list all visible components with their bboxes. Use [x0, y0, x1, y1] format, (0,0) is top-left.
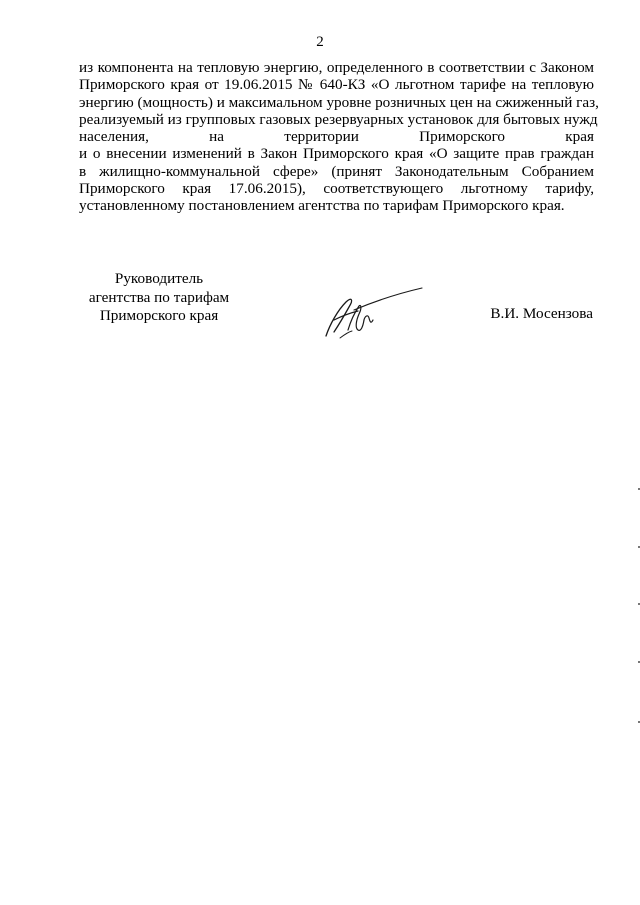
body-line: и о внесении изменений в Закон Приморского края «О защите прав граждан — [79, 145, 594, 163]
signer-title-line: агентства по тарифам — [88, 288, 230, 306]
body-line: энергию (мощность) и максимальном уровне розничных цен на сжиженный газ, — [79, 93, 599, 111]
signer-title-line: Руководитель — [114, 270, 204, 287]
page-number: 2 — [316, 34, 324, 50]
body-line: Приморского края от 19.06.2015 № 640-КЗ «О льготном тарифе на тепловую — [79, 76, 594, 94]
signer-title — [79, 270, 239, 326]
body-line: установленному постановлением агентства по тарифам Приморского края. — [79, 197, 565, 215]
body-line: в жилищно-коммунальной сфере» (принят Законодательным Собранием — [79, 162, 594, 180]
body-line: реализуемый из групповых газовых резервуарных установок для бытовых нужд — [79, 110, 598, 128]
signer-name: В.И. Мосензова — [490, 305, 593, 322]
body-paragraph — [79, 59, 599, 215]
body-line: Приморского края 17.06.2015), соответствующего льготному тарифу, — [79, 180, 594, 198]
signer-title-line: Приморского края — [99, 307, 219, 324]
handwritten-signature — [318, 280, 428, 342]
body-line: населения, на территории Приморского края — [79, 128, 594, 146]
body-line: из компонента на тепловую энергию, определенного в соответствии с Законом — [79, 59, 594, 76]
